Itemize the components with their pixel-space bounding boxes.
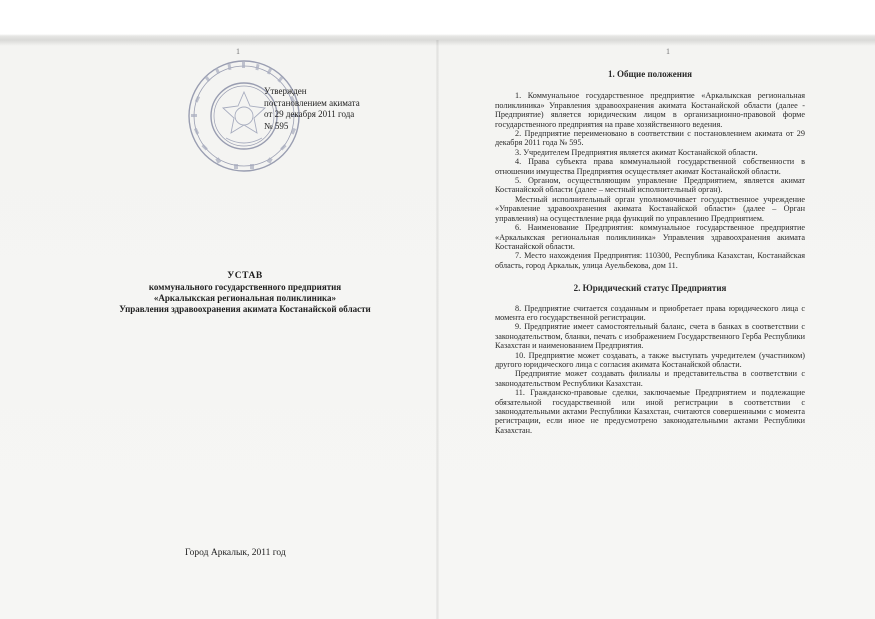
approval-line: Утвержден — [264, 86, 307, 96]
city-year-footer: Город Аркалык, 2011 год — [185, 548, 286, 558]
title-line: Управления здравоохранения акимата Костанайской области — [119, 304, 371, 314]
title-line: коммунального государственного предприятия — [148, 282, 342, 292]
paragraph: 9. Предприятие имеет самостоятельный баланс, счета в банках в соответствии с законодательством, бланки, печать с изображением Государственного Герба Республики Казахстан и наименованием Предприятия. — [495, 322, 805, 351]
paragraph: 2. Предприятие переименовано в соответствии с постановлением акимата от 29 декабря 2011 года № 595. — [495, 129, 805, 148]
title-line: «Аркалыкская региональная поликлиника» — [153, 293, 337, 303]
title-charter: УСТАВ — [227, 271, 263, 281]
approval-line: постановлением акимата — [264, 97, 360, 108]
paragraph: 5. Органом, осуществляющим управление Предприятием, является акимат Костанайской области (далее – местный исполнительный орган). — [495, 176, 805, 195]
paragraph: Местный исполнительный орган уполномочивает государственное учреждение «Управление здравоохранения акимата Костанайской области» (далее – Орган управления) на осуществление ряда функций по управлению Предприятием. — [495, 194, 805, 223]
page-number-left: 1 — [236, 47, 240, 56]
paragraph: 11. Гражданско-правовые сделки, заключаемые Предприятием и подлежащие обязательной государственной или иной регистрации в соответствии с законодательными актами Республики Казахстан, считаются совершенными с момента регистрации, если иное не предусмотрено законодательными актами Республики Казахстан. — [495, 388, 805, 435]
paragraph: 7. Место нахождения Предприятия: 110300, Республика Казахстан, Костанайская область, город Аркалык, улица Ауельбекова, дом 11. — [495, 251, 805, 270]
paragraph: 4. Права субъекта права коммунальной государственной собственности в отношении имущества Предприятия осуществляет акимат Костанайской области. — [495, 157, 805, 176]
paragraph: 1. Коммунальное государственное предприятие «Аркалыкская региональная поликлиника» Управления здравоохранения акимата Костанайской области (далее - Предприятие) является юридическим лицом в организационно-правовой форме государственного предприятия на праве хозяйственного ведения. — [495, 91, 805, 129]
approval-line: от 29 декабря 2011 года — [264, 109, 355, 119]
section-heading: 1. Общие положения — [607, 69, 693, 79]
approval-line: № 595 — [264, 120, 289, 131]
page-number-right: 1 — [666, 47, 670, 56]
paragraph: 6. Наименование Предприятия: коммунальное государственное предприятие «Аркалыкская региональная поликлиника» Управления здравоохранения акимата Костанайской области. — [495, 223, 805, 251]
section-heading: 2. Юридический статус Предприятия — [573, 283, 727, 294]
document-title — [100, 271, 390, 315]
approval-note — [264, 86, 360, 132]
page-fold — [436, 40, 439, 619]
paragraph: Предприятие может создавать филиалы и представительства в соответствии с законодательством Республики Казахстан. — [495, 369, 805, 388]
paragraph: 8. Предприятие считается созданным и приобретает права юридического лица с момента его государственной регистрации. — [495, 303, 805, 322]
paragraph: 10. Предприятие может создавать, а также выступать учредителем (участником) другого юридического лица с согласия акимата Костанайской области. — [495, 350, 805, 369]
paragraph: 3. Учредителем Предприятия является акимат Костанайской области. — [515, 147, 758, 157]
charter-text-column — [495, 70, 805, 435]
